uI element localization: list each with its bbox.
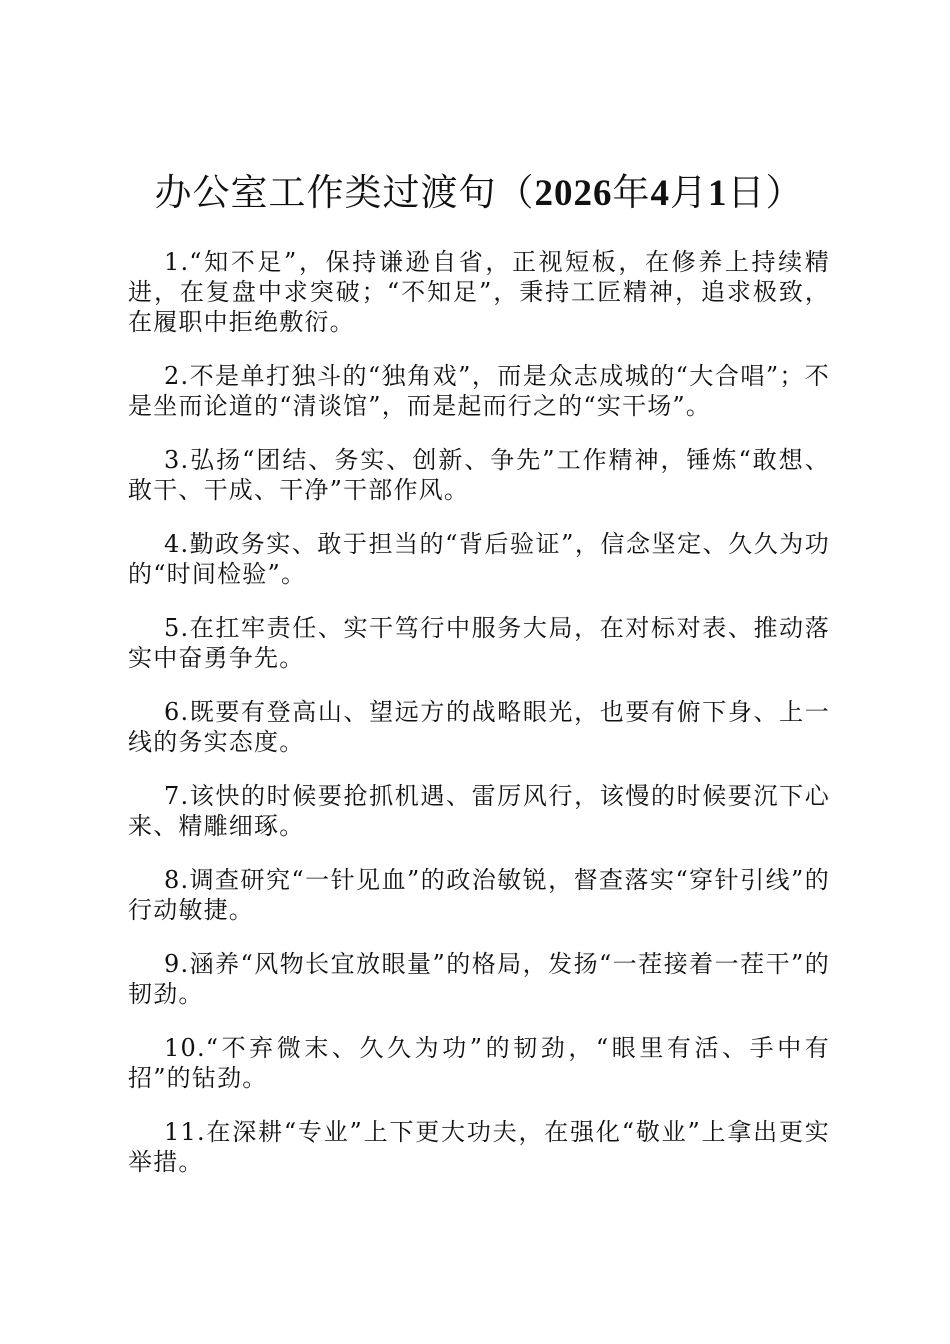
paragraph-item-9: 9.涵养“风物长宜放眼量”的格局，发扬“一茬接着一茬干”的韧劲。 xyxy=(128,950,830,1008)
paragraph-item-4: 4.勤政务实、敢于担当的“背后验证”，信念坚定、久久为功的“时间检验”。 xyxy=(128,530,830,588)
paragraph-item-11: 11.在深耕“专业”上下更大功夫，在强化“敬业”上拿出更实举措。 xyxy=(128,1118,830,1176)
paragraph-item-8: 8.调查研究“一针见血”的政治敏锐，督查落实“穿针引线”的行动敏捷。 xyxy=(128,866,830,924)
title-day: 1 xyxy=(708,173,728,214)
title-year: 2026 xyxy=(534,173,613,214)
paragraph-item-10: 10.“不弃微末、久久为功”的韧劲，“眼里有活、手中有招”的钻劲。 xyxy=(128,1034,830,1092)
paragraph-item-1: 1.“知不足”，保持谦逊自省，正视短板，在修养上持续精进，在复盘中求突破；“不知足”，秉持工匠精神，追求极致，在履职中拒绝敷衍。 xyxy=(128,248,830,336)
title-day-suffix: 日） xyxy=(727,171,804,214)
title-year-suffix: 年 xyxy=(612,171,651,214)
title-month: 4 xyxy=(650,173,670,214)
title-month-suffix: 月 xyxy=(670,171,708,214)
document-title xyxy=(128,168,830,219)
paragraph-item-6: 6.既要有登高山、望远方的战略眼光，也要有俯下身、上一线的务实态度。 xyxy=(128,698,830,756)
title-prefix: 办公室工作类过渡句（ xyxy=(154,171,535,214)
paragraph-item-2: 2.不是单打独斗的“独角戏”，而是众志成城的“大合唱”；不是坐而论道的“清谈馆”，而是起而行之的“实干场”。 xyxy=(128,362,830,420)
paragraph-item-7: 7.该快的时候要抢抓机遇、雷厉风行，该慢的时候要沉下心来、精雕细琢。 xyxy=(128,782,830,840)
paragraph-item-5: 5.在扛牢责任、实干笃行中服务大局，在对标对表、推动落实中奋勇争先。 xyxy=(128,614,830,672)
paragraph-item-3: 3.弘扬“团结、务实、创新、争先”工作精神，锤炼“敢想、敢干、干成、干净”干部作风。 xyxy=(128,446,830,504)
